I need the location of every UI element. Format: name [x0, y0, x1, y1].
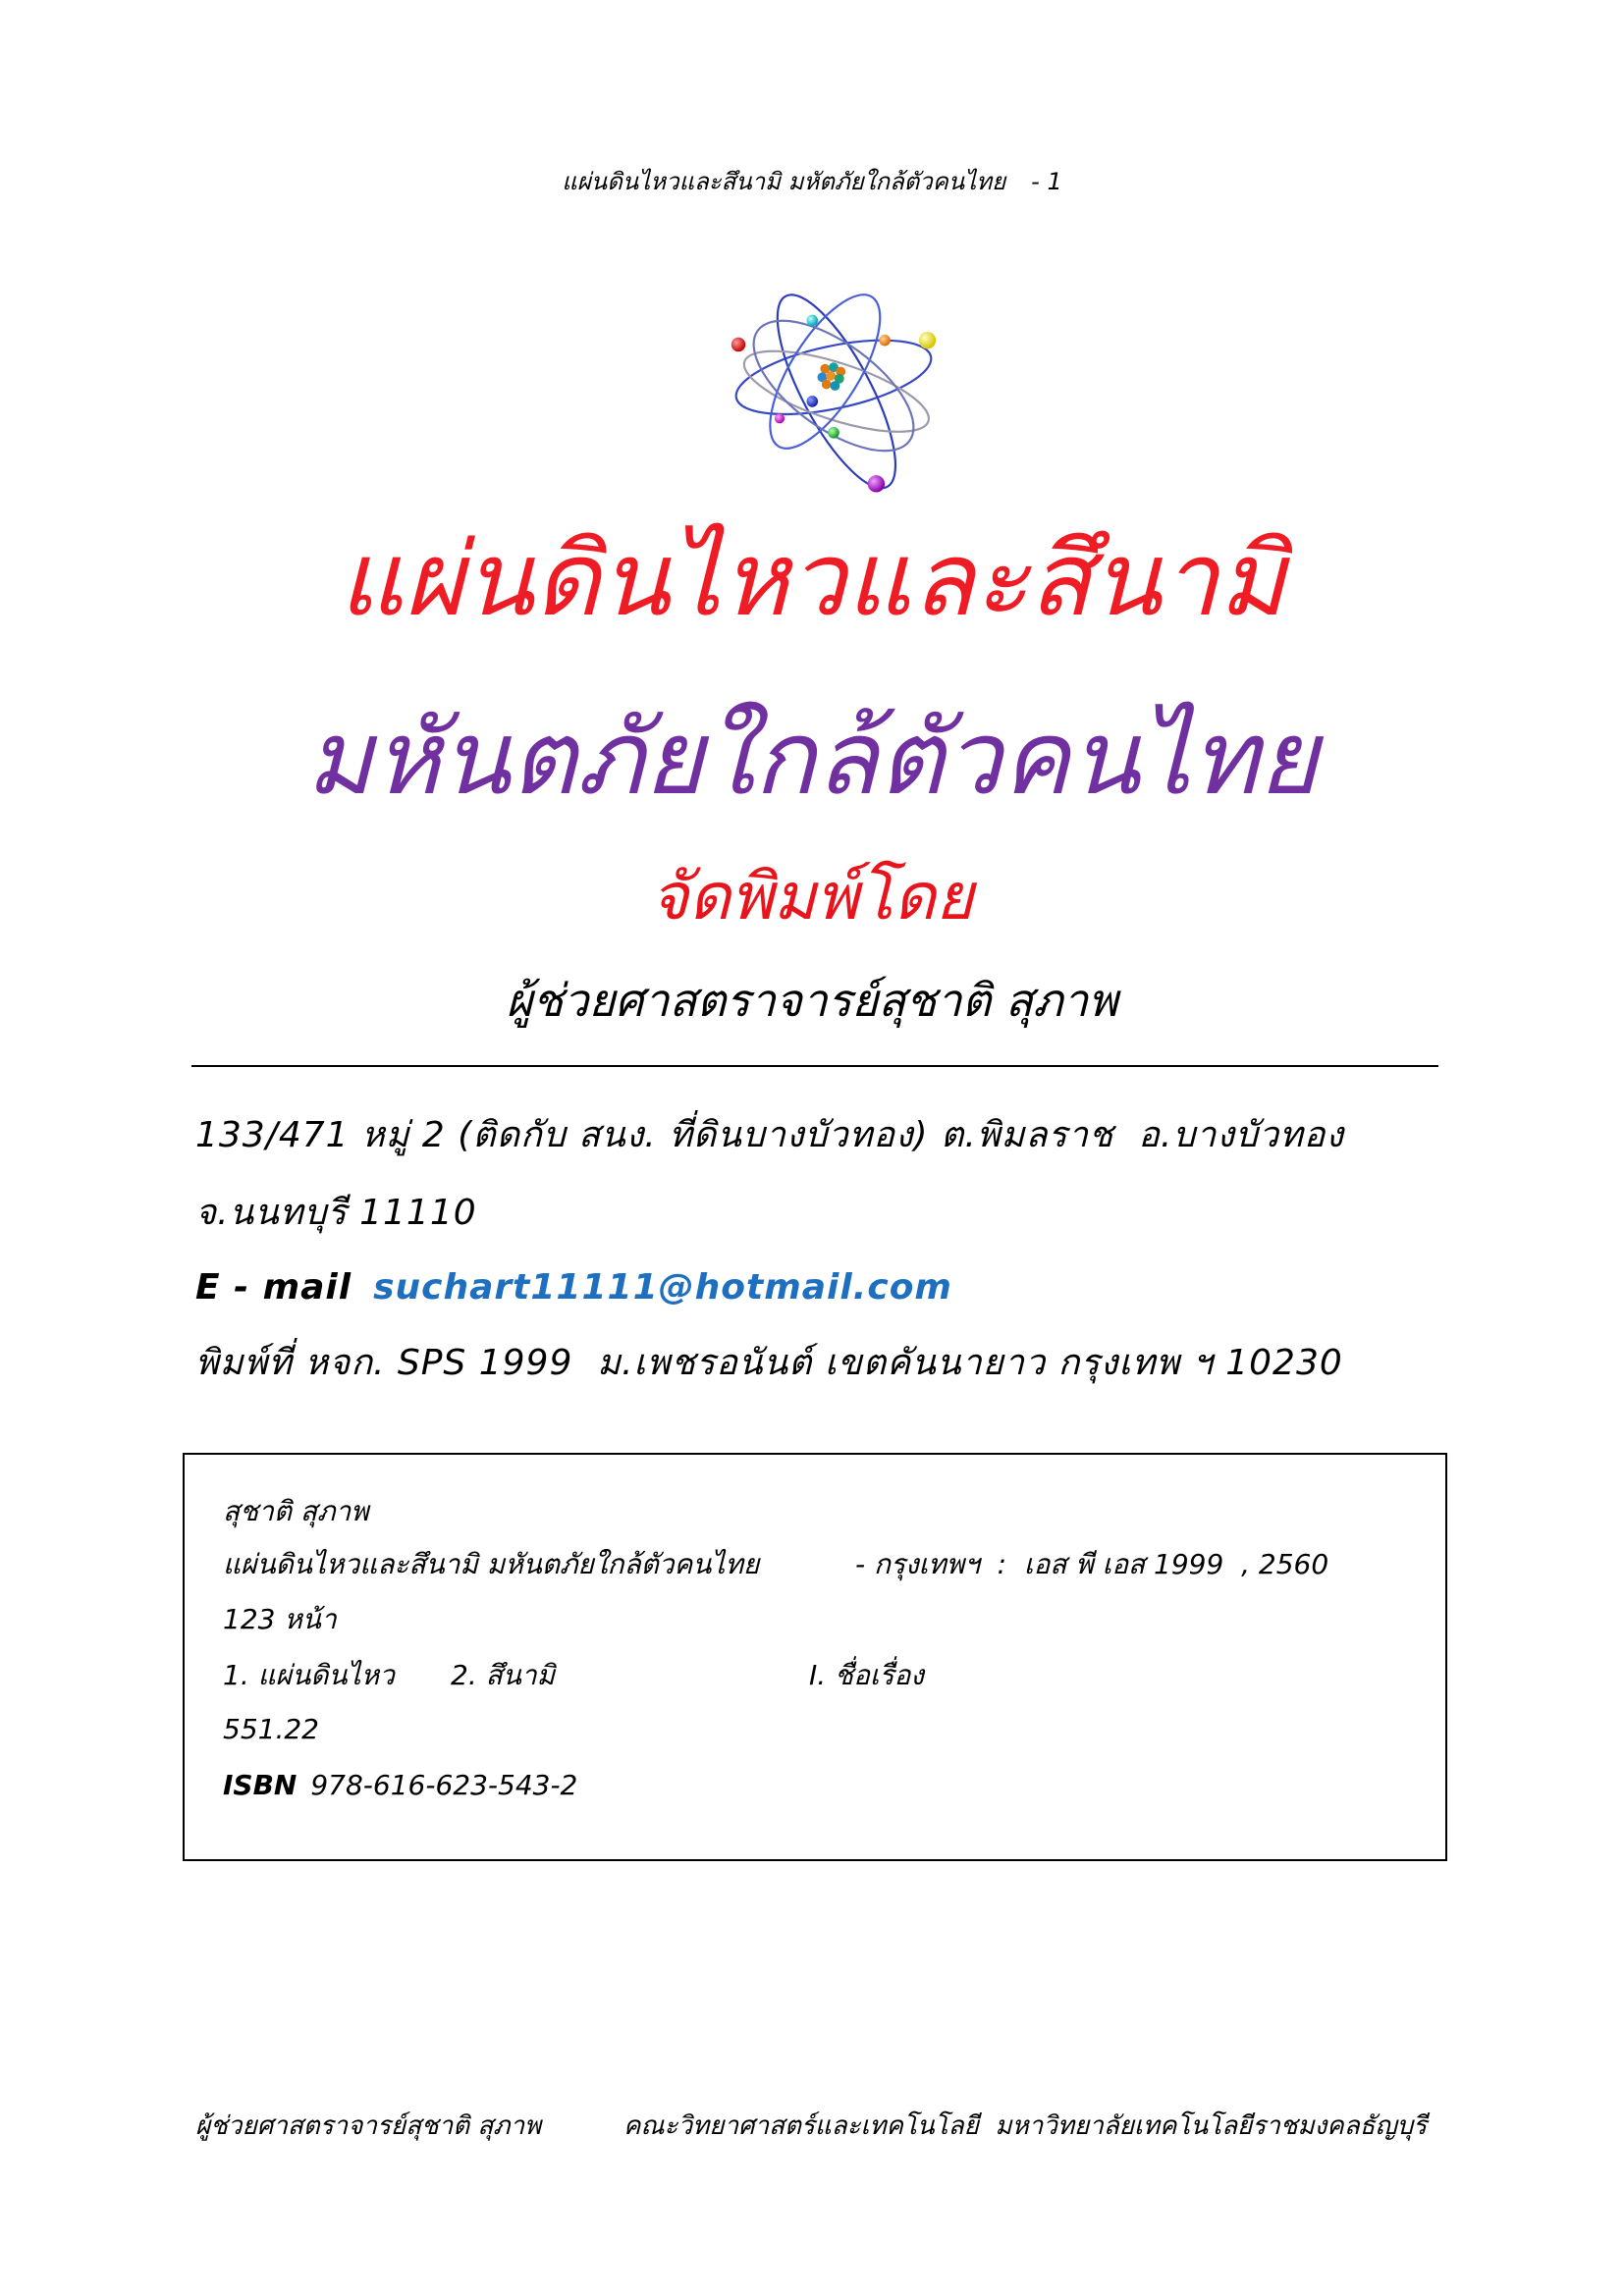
email-link[interactable]: suchart11111@hotmail.com — [373, 1267, 952, 1308]
catalog-isbn — [223, 1768, 577, 1803]
isbn-value: 978-616-623-543-2 — [310, 1769, 578, 1801]
footer-author: ผู้ช่วยศาสตราจารย์สุชาติ สุภาพ — [195, 2111, 542, 2141]
address-line-2: จ.นนทบุรี 11110 — [195, 1193, 477, 1233]
running-header — [0, 165, 1624, 198]
nucleus — [818, 362, 846, 391]
published-by-label: จัดพิมพ์โดย — [650, 859, 974, 934]
catalog-box — [183, 1453, 1447, 1861]
catalog-subject-2: 2. สึนามิ — [451, 1659, 556, 1691]
catalog-author: สุชาติ สุภาพ — [223, 1495, 369, 1527]
author-name: ผู้ช่วยศาสตราจารย์สุชาติ สุภาพ — [506, 974, 1118, 1027]
catalog-classification: 551.22 — [223, 1713, 319, 1745]
catalog-title: แผ่นดินไหวและสึนามิ มหันตภัยใกล้ตัวคนไทย — [223, 1548, 760, 1580]
footer-affiliation: คณะวิทยาศาสตร์และเทคโนโลยี มหาวิทยาลัยเทคโนโลยีราชมงคลธัญบุรี — [623, 2111, 1428, 2141]
isbn-label: ISBN — [223, 1769, 298, 1801]
atom-icon — [716, 253, 932, 481]
divider — [191, 1065, 1438, 1067]
title-line-2: มหันตภัยใกล้ตัวคนไทย — [305, 698, 1319, 818]
catalog-imprint: - กรุงเทพฯ : เอส พี เอส 1999 , 2560 — [855, 1548, 1329, 1580]
title-line-1: แผ่นดินไหวและสึนามิ — [338, 519, 1286, 639]
email-label: E - mail — [195, 1267, 352, 1308]
printer-line: พิมพ์ที่ หจก. SPS 1999 ม.เพชรอนันต์ เขตคันนายาว กรุงเทพ ฯ 10230 — [195, 1343, 1343, 1383]
page-number: - 1 — [1031, 168, 1062, 195]
catalog-subject-3: I. ชื่อเรื่อง — [809, 1659, 924, 1691]
running-title: แผ่นดินไหวและสึนามิ มหัตภัยใกล้ตัวคนไทย — [562, 168, 1006, 195]
email-row — [195, 1263, 952, 1312]
catalog-subject-1: 1. แผ่นดินไหว — [223, 1659, 395, 1691]
address-line-1: 133/471 หมู่ 2 (ติดกับ สนง. ที่ดินบางบัวทอง) ต.พิมลราช อ.บางบัวทอง — [195, 1115, 1344, 1155]
catalog-pages: 123 หน้า — [223, 1603, 337, 1635]
